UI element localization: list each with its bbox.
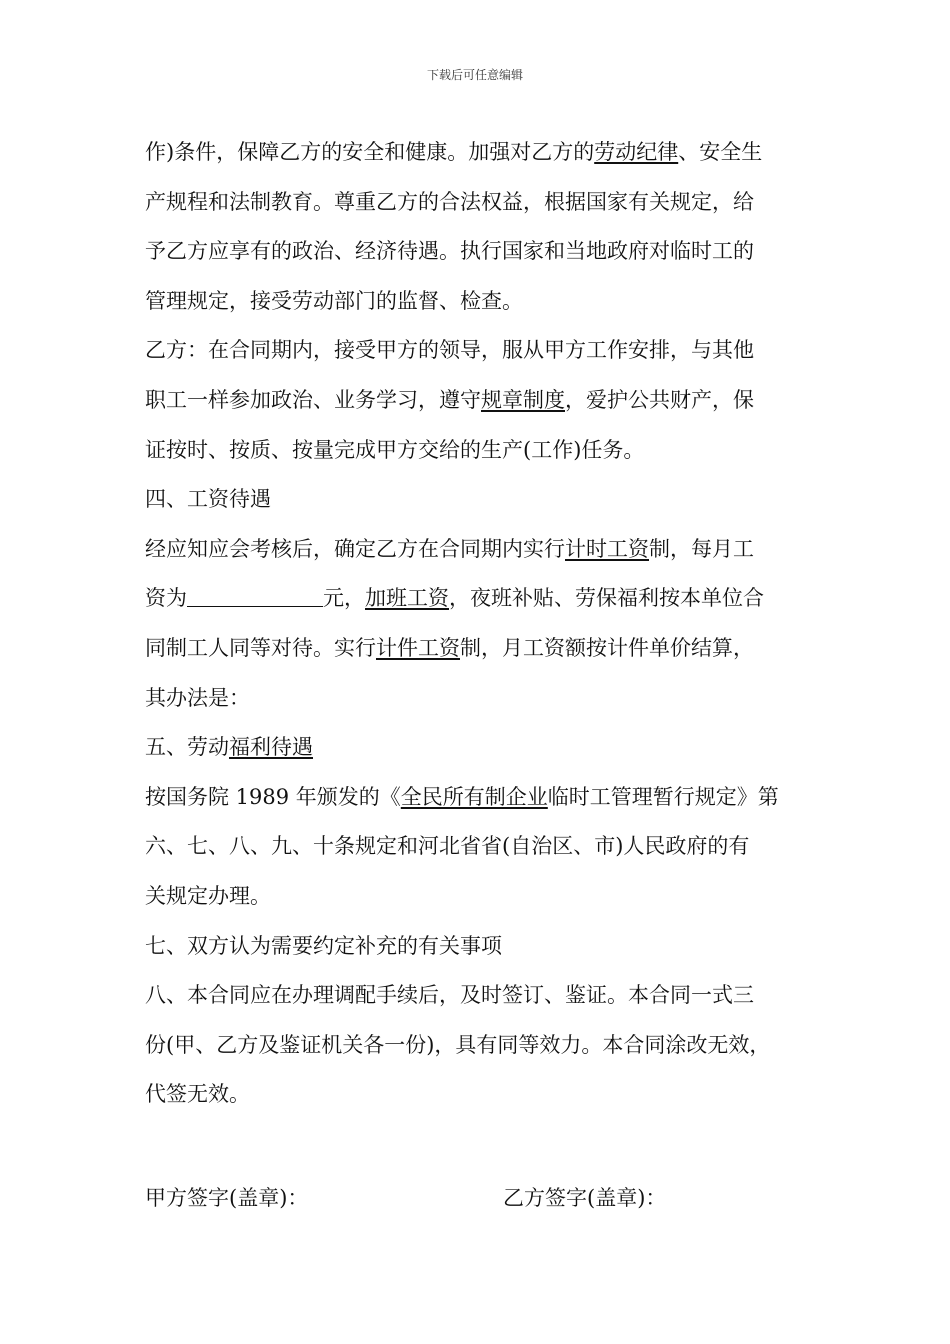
text-line — [145, 128, 810, 178]
text-segment: 七、双方认为需要约定补充的有关事项 — [145, 933, 502, 958]
underlined-term: 全民所有制企业 — [400, 784, 548, 809]
text-line — [145, 773, 810, 823]
text-line — [145, 872, 810, 922]
party-b-signature-label: 乙方签字(盖章)： — [503, 1186, 667, 1210]
page-header: 下载后可任意编辑 — [426, 68, 523, 82]
text-segment: 乙方：在合同期内，接受甲方的领导，服从甲方工作安排，与其他 — [145, 338, 754, 363]
text-line — [145, 1021, 810, 1071]
text-line — [145, 525, 810, 575]
text-segment: 、安全生 — [678, 140, 763, 164]
text-segment: 制，月工资额按计件单价结算， — [460, 635, 754, 660]
text-segment: 按国务院 1989 年颁发的《 — [145, 784, 401, 809]
underlined-term: 加班工资 — [365, 586, 449, 611]
text-segment: 其办法是： — [145, 685, 250, 710]
party-a-signature-label: 甲方签字(盖章)： — [145, 1186, 309, 1210]
text-line — [145, 574, 810, 624]
text-segment: 元， — [323, 586, 365, 611]
text-segment: 资为 — [145, 586, 187, 611]
text-segment: 经应知应会考核后，确定乙方在合同期内实行 — [145, 536, 565, 561]
signature-row — [145, 1173, 810, 1223]
text-segment: 作)条件，保障乙方的安全和健康。加强对乙方的 — [145, 140, 595, 164]
text-segment: 临时工管理暂行规定》第 — [547, 784, 779, 809]
text-segment: 关规定办理。 — [145, 883, 271, 908]
underlined-term: 规章制度 — [481, 387, 565, 412]
text-segment: 同制工人同等对待。实行 — [145, 635, 376, 660]
underlined-term: 劳动纪律 — [594, 140, 679, 164]
text-segment: 予乙方应享有的政治、经济待遇。执行国家和当地政府对临时工的 — [145, 239, 754, 264]
text-segment: 五、劳动 — [145, 735, 229, 760]
text-line — [145, 277, 810, 327]
text-line — [145, 624, 810, 674]
text-segment: ，爱护公共财产，保 — [565, 387, 754, 412]
text-line — [145, 971, 810, 1021]
text-segment: 职工一样参加政治、业务学习，遵守 — [145, 387, 481, 412]
text-line — [145, 674, 810, 724]
text-line — [145, 376, 810, 426]
text-line — [145, 326, 810, 376]
text-line — [145, 822, 810, 872]
underlined-term: 计件工资 — [376, 635, 460, 660]
text-line — [145, 178, 810, 228]
text-segment: 八、本合同应在办理调配手续后，及时签订、鉴证。本合同一式三 — [145, 983, 754, 1008]
text-line — [145, 475, 810, 525]
fill-in-blank — [187, 586, 323, 607]
text-segment: 证按时、按质、按量完成甲方交给的生产(工作)任务。 — [145, 437, 645, 462]
text-line — [145, 1070, 810, 1120]
text-line — [145, 227, 810, 277]
document-body — [145, 128, 810, 1120]
text-segment: 代签无效。 — [145, 1082, 250, 1107]
text-segment: 份(甲、乙方及鉴证机关各一份)，具有同等效力。本合同涂改无效， — [145, 1032, 771, 1057]
text-segment: 管理规定，接受劳动部门的监督、检查。 — [145, 288, 523, 313]
text-segment: 产规程和法制教育。尊重乙方的合法权益，根据国家有关规定，给 — [145, 189, 754, 214]
underlined-term: 计时工资 — [565, 536, 649, 561]
text-segment: ，夜班补贴、劳保福利按本单位合 — [449, 586, 764, 611]
text-segment: 四、工资待遇 — [145, 487, 271, 512]
text-line — [145, 723, 810, 773]
text-line — [145, 922, 810, 972]
text-segment: 制，每月工 — [649, 536, 754, 561]
underlined-term: 福利待遇 — [229, 735, 313, 760]
text-segment: 六、七、八、九、十条规定和河北省省(自治区、市)人民政府的有 — [145, 834, 750, 859]
text-line — [145, 426, 810, 476]
